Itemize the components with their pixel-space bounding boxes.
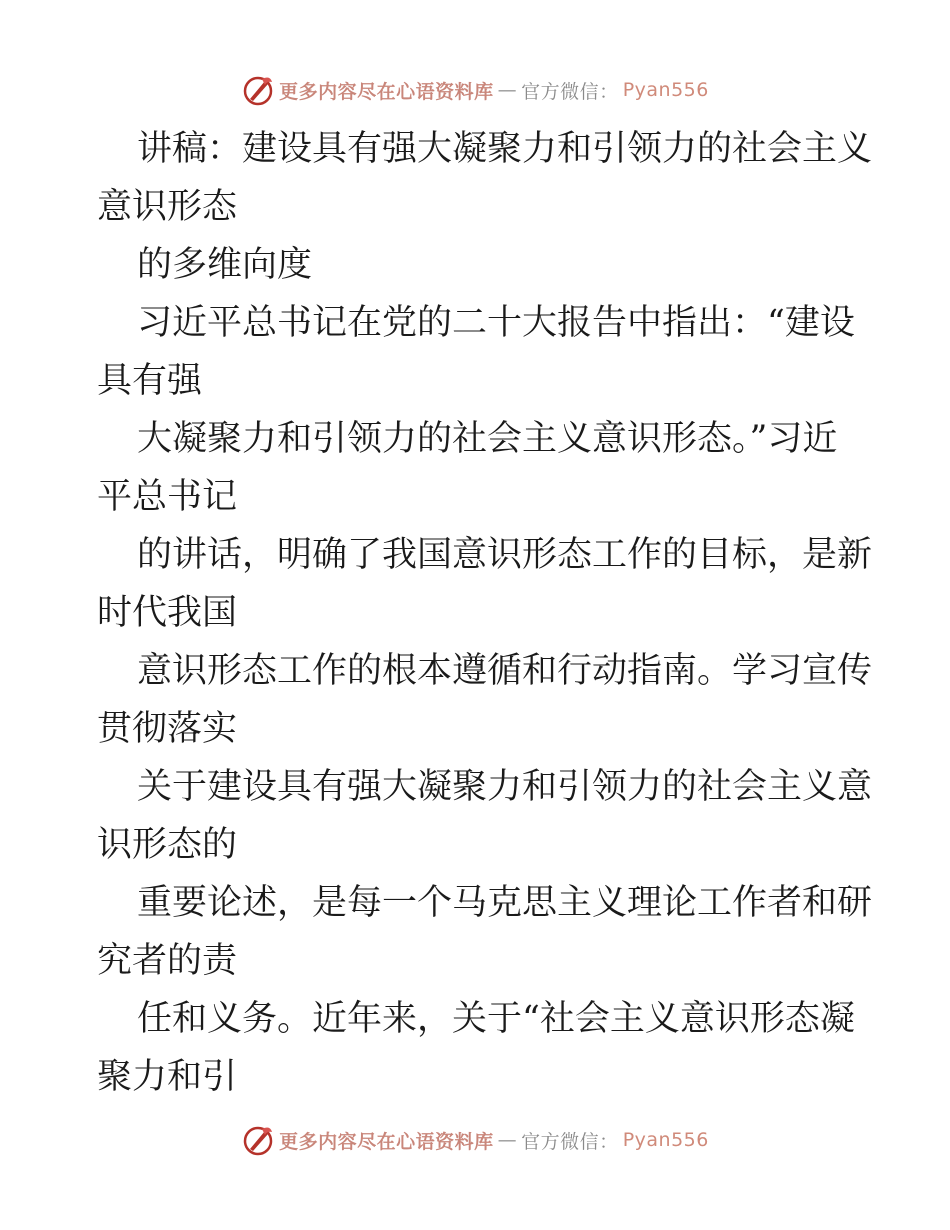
line-first: 的讲话，明确了我国意识形态工作的目标，是新 (137, 535, 873, 575)
banner-dash: — (497, 79, 518, 101)
paragraph-line (97, 526, 873, 642)
line-cont: 具有强 (97, 361, 203, 401)
line-cont: 识形态的 (97, 825, 238, 865)
paragraph-line (97, 758, 873, 874)
banner-wechat-id: Pyan556 (622, 79, 709, 101)
line-first: 习近平总书记在党的二十大报告中指出：“建设 (137, 303, 855, 343)
paragraph-line (97, 990, 857, 1106)
paragraph-line (97, 874, 873, 990)
quill-logo-icon (241, 73, 275, 107)
banner-title: 更多内容尽在心语资料库 (279, 80, 494, 103)
banner-wechat-id: Pyan556 (622, 1129, 709, 1151)
line-first: 关于建设具有强大凝聚力和引领力的社会主义意 (137, 767, 873, 807)
line-first: 意识形态工作的根本遵循和行动指南。学习宣传 (137, 651, 873, 691)
line-first: 大凝聚力和引领力的社会主义意识形态。”习近 (137, 419, 838, 459)
line-first: 的多维向度 (137, 245, 313, 285)
line-cont: 贯彻落实 (97, 709, 238, 749)
quill-logo-icon (241, 1123, 275, 1157)
banner-wechat-label: 官方微信： (521, 80, 619, 103)
banner-dash: — (497, 1129, 518, 1151)
paragraph-line (97, 410, 857, 526)
banner-title: 更多内容尽在心语资料库 (279, 1130, 494, 1153)
paragraph-line (97, 642, 873, 758)
line-cont: 时代我国 (97, 593, 238, 633)
line-first: 重要论述，是每一个马克思主义理论工作者和研 (137, 883, 873, 923)
header-banner (0, 70, 950, 110)
line-first: 任和义务。近年来，关于“社会主义意识形态凝 (137, 999, 855, 1039)
line-cont: 聚力和引 (97, 1057, 238, 1097)
paragraph-line (97, 236, 857, 294)
document-body (97, 120, 873, 1106)
line-cont: 意识形态 (97, 187, 238, 227)
line-cont: 究者的责 (97, 941, 238, 981)
line-cont: 平总书记 (97, 477, 238, 517)
line-first: 讲稿：建设具有强大凝聚力和引领力的社会主义 (137, 129, 873, 169)
footer-banner (0, 1120, 950, 1160)
banner-wechat-label: 官方微信： (521, 1130, 619, 1153)
paragraph-line (97, 120, 873, 236)
paragraph-line (97, 294, 857, 410)
